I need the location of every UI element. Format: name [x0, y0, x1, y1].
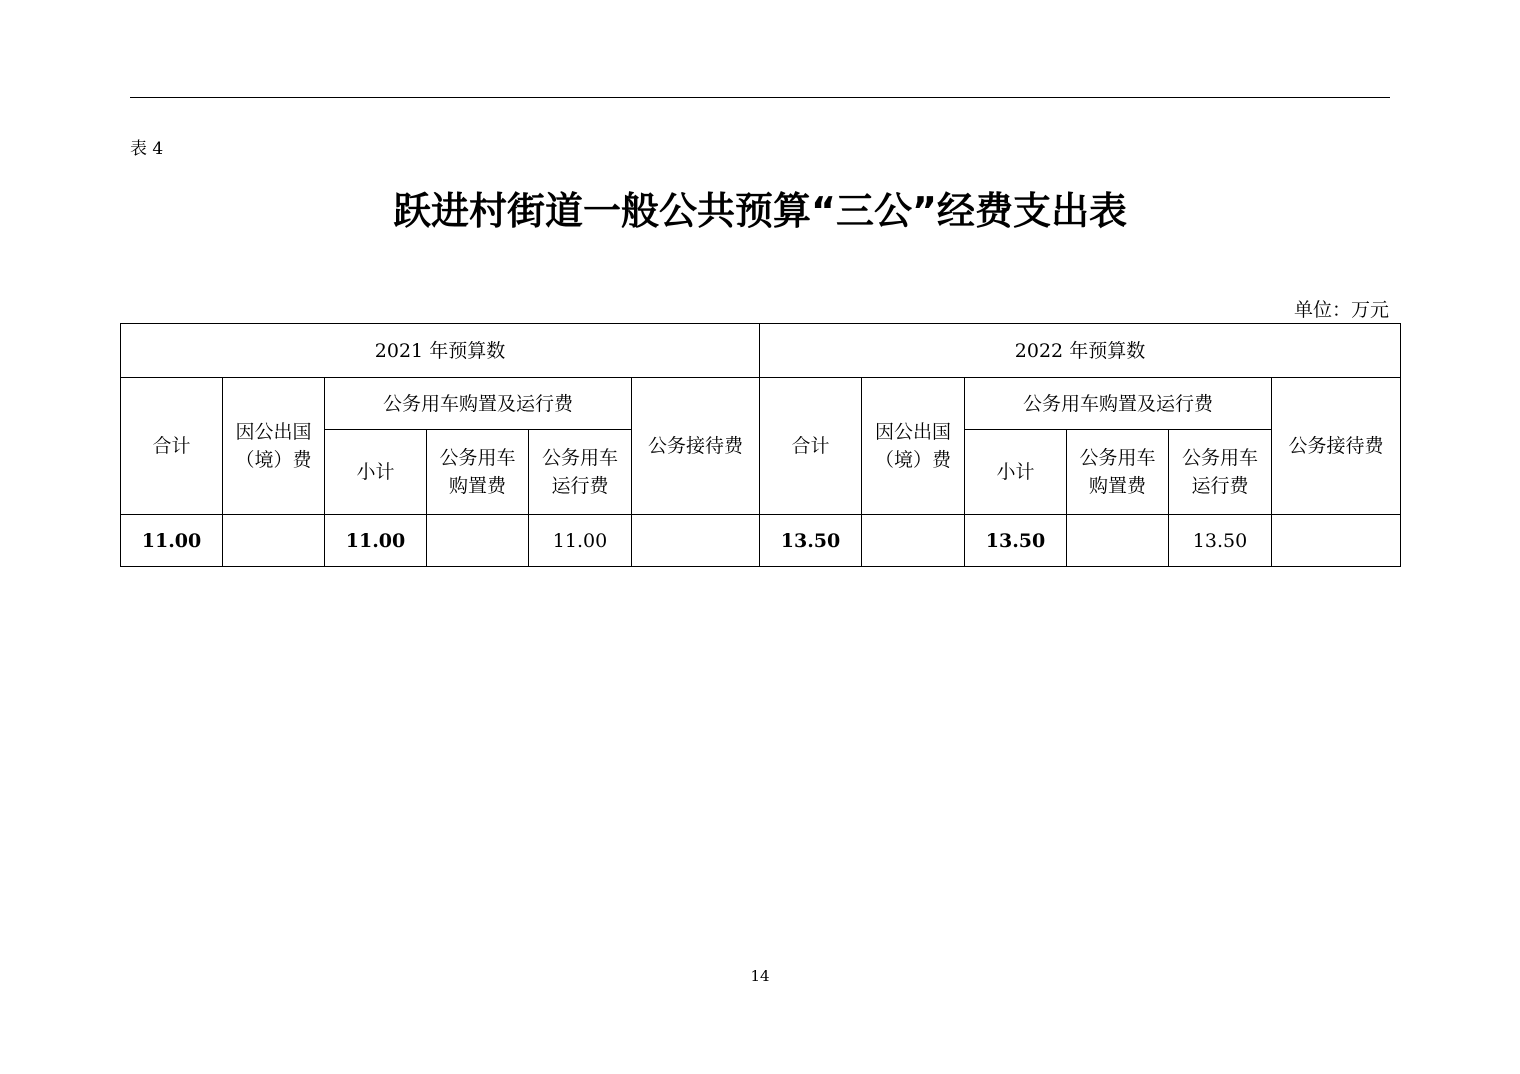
- header-row-1: [121, 378, 1401, 430]
- table-label: 表 4: [130, 139, 164, 159]
- header-abroad-2021: 因公出国（境）费: [223, 378, 325, 515]
- header-vehicle-operation-2022: 公务用车运行费: [1169, 430, 1272, 515]
- cell-total-2022: 13.50: [760, 515, 862, 567]
- cell-vehicle-purchase-2021: [427, 515, 529, 567]
- cell-total-2021: 11.00: [121, 515, 223, 567]
- page-title: 跃进村街道一般公共预算“三公”经费支出表: [393, 189, 1127, 233]
- header-rule: [130, 97, 1390, 98]
- header-total-2021: 合计: [121, 378, 223, 515]
- cell-abroad-2022: [862, 515, 965, 567]
- cell-vehicle-operation-2021: 11.00: [529, 515, 632, 567]
- header-vehicle-group-2021: 公务用车购置及运行费: [325, 378, 632, 430]
- cell-vehicle-purchase-2022: [1067, 515, 1169, 567]
- header-subtotal-2021: 小计: [325, 430, 427, 515]
- unit-label: 单位：万元: [1293, 299, 1389, 321]
- header-vehicle-group-2022: 公务用车购置及运行费: [965, 378, 1272, 430]
- page-number: 14: [750, 967, 770, 985]
- budget-table: [120, 323, 1401, 567]
- header-reception-2021: 公务接待费: [632, 378, 760, 515]
- header-abroad-2022: 因公出国（境）费: [862, 378, 965, 515]
- year-2022-header: 2022 年预算数: [760, 324, 1401, 378]
- year-header-row: [121, 324, 1401, 378]
- cell-subtotal-2021: 11.00: [325, 515, 427, 567]
- cell-vehicle-operation-2022: 13.50: [1169, 515, 1272, 567]
- cell-reception-2022: [1272, 515, 1401, 567]
- cell-abroad-2021: [223, 515, 325, 567]
- year-2021-header: 2021 年预算数: [121, 324, 760, 378]
- header-total-2022: 合计: [760, 378, 862, 515]
- header-reception-2022: 公务接待费: [1272, 378, 1401, 515]
- header-vehicle-purchase-2021: 公务用车购置费: [427, 430, 529, 515]
- cell-reception-2021: [632, 515, 760, 567]
- header-vehicle-operation-2021: 公务用车运行费: [529, 430, 632, 515]
- header-vehicle-purchase-2022: 公务用车购置费: [1067, 430, 1169, 515]
- cell-subtotal-2022: 13.50: [965, 515, 1067, 567]
- table-row: [121, 515, 1401, 567]
- header-subtotal-2022: 小计: [965, 430, 1067, 515]
